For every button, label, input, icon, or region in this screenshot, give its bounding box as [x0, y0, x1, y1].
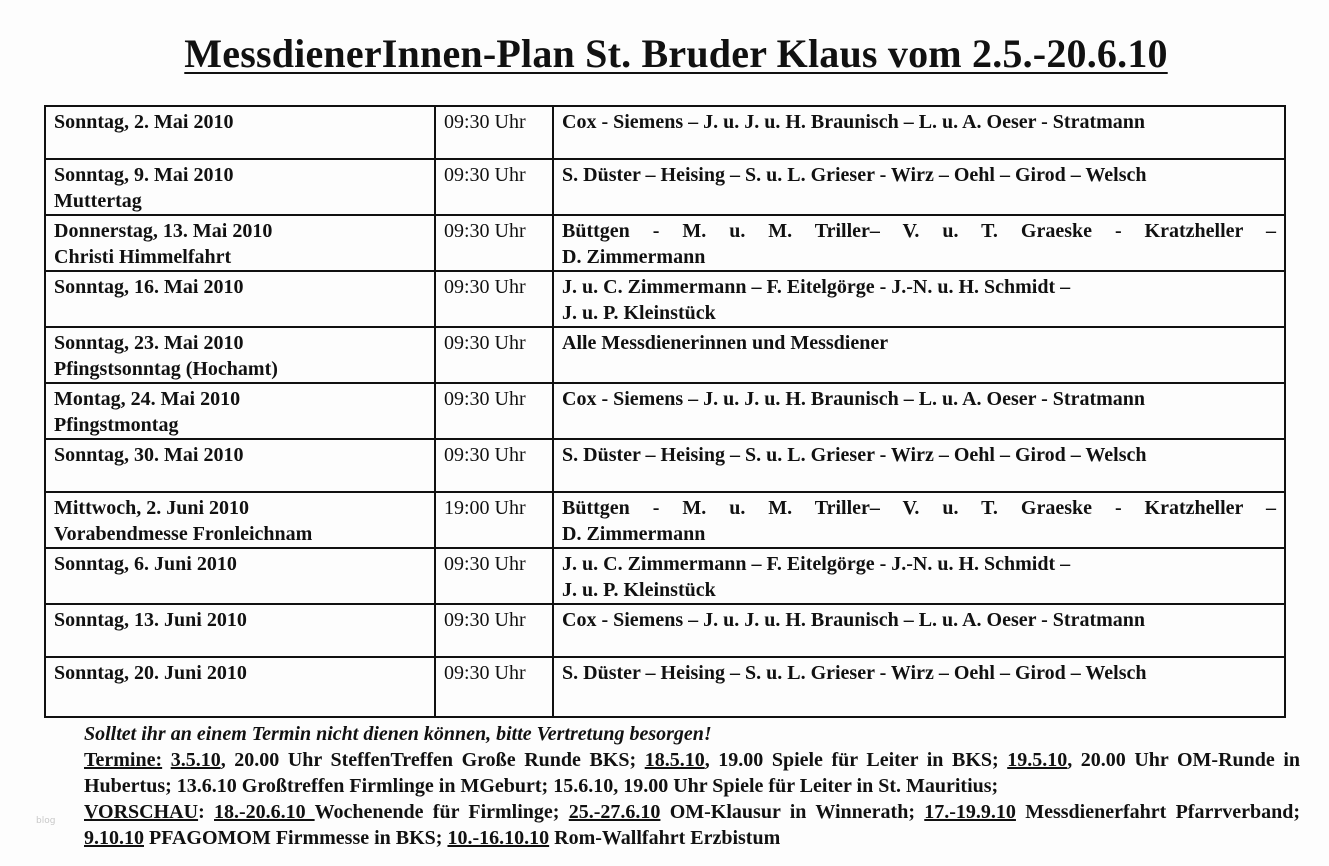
service-time: 09:30 Uhr	[444, 332, 526, 354]
date-cell	[45, 159, 435, 215]
servers-list: Cox - Siemens – J. u. J. u. H. Braunisch – L. u. A. Oeser - Stratmann	[562, 388, 1146, 410]
service-date: Sonntag, 23. Mai 2010	[54, 332, 244, 354]
service-time: 09:30 Uhr	[444, 111, 526, 133]
time-cell	[435, 383, 553, 439]
servers-list: J. u. C. Zimmermann – F. Eitelgörge - J.-N. u. H. Schmidt –	[562, 276, 1071, 298]
service-time: 09:30 Uhr	[444, 388, 526, 410]
service-time: 09:30 Uhr	[444, 662, 526, 684]
occasion-label: Christi Himmelfahrt	[54, 246, 232, 268]
termine-date: 3.5.10	[170, 749, 221, 771]
servers-list: Cox - Siemens – J. u. J. u. H. Braunisch – L. u. A. Oeser - Stratmann	[562, 111, 1146, 133]
servers-list-continued: D. Zimmermann	[562, 246, 706, 268]
schedule-body	[45, 106, 1285, 717]
time-cell	[435, 657, 553, 717]
time-cell	[435, 106, 553, 159]
termine-paragraph	[84, 747, 1300, 799]
vorschau-text: Messdienerfahrt Pfarrverband;	[1015, 801, 1300, 823]
vorschau-text: PFAGOMOM Firmmesse in BKS;	[144, 827, 448, 849]
termine-text: , 20.00 Uhr OM-Runde in Hubertus; 13.6.10 Großtreffen Firmlinge in MGeburt; 15.6.10, 19.00 Uhr Spiele für Leiter in St. Mauritius;	[84, 749, 1301, 797]
servers-cell	[553, 159, 1285, 215]
vorschau-text: OM-Klausur in Winnerath;	[660, 801, 925, 823]
vorschau-paragraph	[84, 799, 1300, 851]
date-cell	[45, 215, 435, 271]
servers-list: J. u. C. Zimmermann – F. Eitelgörge - J.-N. u. H. Schmidt –	[562, 553, 1071, 575]
occasion-label: Vorabendmesse Fronleichnam	[54, 523, 313, 545]
vorschau-text: Rom-Wallfahrt Erzbistum	[549, 827, 781, 849]
vorschau-date: 10.-16.10.10	[447, 827, 550, 849]
service-date: Mittwoch, 2. Juni 2010	[54, 497, 249, 519]
vorschau-colon: :	[198, 801, 215, 823]
schedule-row	[45, 657, 1285, 717]
vorschau-date: 18.-20.6.10	[214, 801, 315, 823]
service-time: 09:30 Uhr	[444, 444, 526, 466]
service-time: 09:30 Uhr	[444, 164, 526, 186]
servers-cell	[553, 215, 1285, 271]
servers-list: Büttgen - M. u. M. Triller– V. u. T. Graeske - Kratzheller –	[562, 497, 1276, 519]
time-cell	[435, 604, 553, 657]
servers-list: Alle Messdienerinnen und Messdiener	[562, 332, 889, 354]
date-cell	[45, 492, 435, 548]
occasion-label: Pfingstmontag	[54, 414, 179, 436]
vorschau-text: Wochenende für Firmlinge;	[314, 801, 569, 823]
date-cell	[45, 548, 435, 604]
termine-text: , 20.00 Uhr SteffenTreffen Große Runde BKS;	[220, 749, 645, 771]
service-date: Sonntag, 9. Mai 2010	[54, 164, 234, 186]
servers-list: Cox - Siemens – J. u. J. u. H. Braunisch – L. u. A. Oeser - Stratmann	[562, 609, 1146, 631]
time-cell	[435, 492, 553, 548]
service-time: 09:30 Uhr	[444, 220, 526, 242]
watermark-text: blog	[36, 816, 56, 826]
servers-list-continued: D. Zimmermann	[562, 523, 706, 545]
service-date: Sonntag, 13. Juni 2010	[54, 609, 247, 631]
time-cell	[435, 271, 553, 327]
date-cell	[45, 271, 435, 327]
schedule-table	[44, 105, 1286, 718]
servers-list-continued: J. u. P. Kleinstück	[562, 579, 716, 601]
servers-cell	[553, 548, 1285, 604]
servers-list-continued: J. u. P. Kleinstück	[562, 302, 716, 324]
occasion-label: Pfingstsonntag (Hochamt)	[54, 358, 278, 380]
date-cell	[45, 327, 435, 383]
service-date: Sonntag, 2. Mai 2010	[54, 111, 234, 133]
substitute-note: Solltet ihr an einem Termin nicht dienen können, bitte Vertretung besorgen!	[84, 723, 712, 745]
servers-cell	[553, 106, 1285, 159]
date-cell	[45, 383, 435, 439]
termine-date: 18.5.10	[644, 749, 705, 771]
service-date: Sonntag, 20. Juni 2010	[54, 662, 247, 684]
termine-text: , 19.00 Spiele für Leiter in BKS;	[704, 749, 1008, 771]
termine-date: 19.5.10	[1007, 749, 1068, 771]
service-time: 19:00 Uhr	[444, 497, 526, 519]
date-cell	[45, 657, 435, 717]
service-date: Sonntag, 30. Mai 2010	[54, 444, 244, 466]
time-cell	[435, 439, 553, 492]
servers-cell	[553, 271, 1285, 327]
servers-cell	[553, 383, 1285, 439]
vorschau-label: VORSCHAU	[84, 801, 199, 823]
notes-section	[84, 721, 1300, 851]
servers-cell	[553, 439, 1285, 492]
schedule-row	[45, 548, 1285, 604]
schedule-row	[45, 604, 1285, 657]
service-time: 09:30 Uhr	[444, 553, 526, 575]
servers-cell	[553, 492, 1285, 548]
service-time: 09:30 Uhr	[444, 276, 526, 298]
page-title: MessdienerInnen-Plan St. Bruder Klaus vom 2.5.-20.6.10	[184, 31, 1168, 76]
servers-cell	[553, 327, 1285, 383]
date-cell	[45, 106, 435, 159]
servers-list: Büttgen - M. u. M. Triller– V. u. T. Graeske - Kratzheller –	[562, 220, 1276, 242]
occasion-label: Muttertag	[54, 190, 142, 212]
schedule-row	[45, 106, 1285, 159]
schedule-row	[45, 271, 1285, 327]
schedule-row	[45, 215, 1285, 271]
servers-cell	[553, 604, 1285, 657]
vorschau-date: 25.-27.6.10	[568, 801, 661, 823]
schedule-row	[45, 159, 1285, 215]
service-date: Sonntag, 6. Juni 2010	[54, 553, 237, 575]
time-cell	[435, 548, 553, 604]
servers-list: S. Düster – Heising – S. u. L. Grieser - Wirz – Oehl – Girod – Welsch	[562, 444, 1147, 466]
schedule-row	[45, 492, 1285, 548]
schedule-row	[45, 439, 1285, 492]
service-date: Sonntag, 16. Mai 2010	[54, 276, 244, 298]
termine-label: Termine:	[84, 749, 163, 771]
time-cell	[435, 215, 553, 271]
date-cell	[45, 439, 435, 492]
schedule-row	[45, 327, 1285, 383]
date-cell	[45, 604, 435, 657]
time-cell	[435, 327, 553, 383]
service-date: Montag, 24. Mai 2010	[54, 388, 241, 410]
servers-cell	[553, 657, 1285, 717]
vorschau-date: 17.-19.9.10	[924, 801, 1016, 823]
servers-list: S. Düster – Heising – S. u. L. Grieser - Wirz – Oehl – Girod – Welsch	[562, 164, 1147, 186]
time-cell	[435, 159, 553, 215]
service-date: Donnerstag, 13. Mai 2010	[54, 220, 273, 242]
vorschau-date: 9.10.10	[84, 827, 144, 849]
service-time: 09:30 Uhr	[444, 609, 526, 631]
schedule-row	[45, 383, 1285, 439]
servers-list: S. Düster – Heising – S. u. L. Grieser - Wirz – Oehl – Girod – Welsch	[562, 662, 1147, 684]
